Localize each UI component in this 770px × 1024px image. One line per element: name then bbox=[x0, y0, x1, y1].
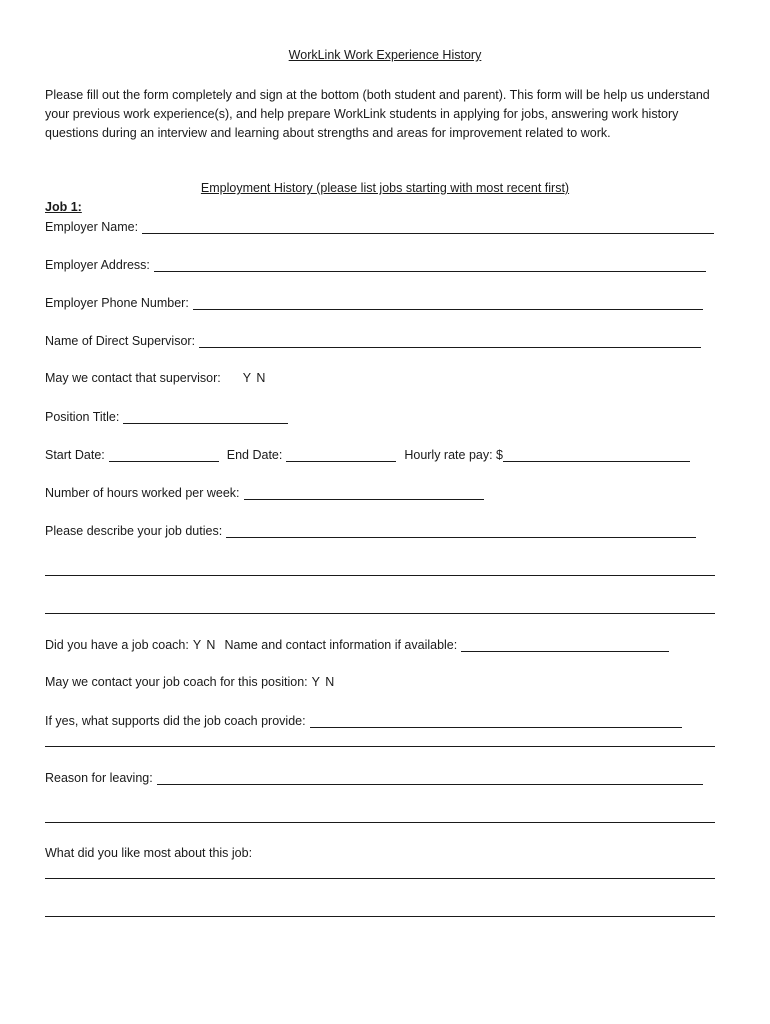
direct-supervisor-row bbox=[45, 333, 701, 348]
contact-supervisor-label: May we contact that supervisor: bbox=[45, 371, 221, 385]
position-title-row bbox=[45, 409, 288, 424]
end-date-field[interactable] bbox=[286, 447, 396, 462]
reason-leaving-field[interactable] bbox=[157, 770, 703, 785]
coach-supports-row bbox=[45, 713, 682, 728]
liked-most-line-1[interactable] bbox=[45, 878, 715, 879]
employment-history-heading: Employment History (please list jobs starting with most recent first) bbox=[200, 181, 570, 195]
hours-per-week-field[interactable] bbox=[244, 485, 484, 500]
employer-name-label: Employer Name: bbox=[45, 220, 139, 234]
contact-job-coach-label: May we contact your job coach for this position: bbox=[45, 675, 308, 689]
job-coach-label: Did you have a job coach: bbox=[45, 638, 189, 652]
employer-phone-label: Employer Phone Number: bbox=[45, 296, 189, 310]
job-duties-field[interactable] bbox=[226, 523, 696, 538]
direct-supervisor-label: Name of Direct Supervisor: bbox=[45, 334, 196, 348]
job-coach-row bbox=[45, 637, 669, 652]
coach-supports-label: If yes, what supports did the job coach provide: bbox=[45, 714, 306, 728]
intro-paragraph: Please fill out the form completely and sign at the bottom (both student and parent). This form will be help us understand your previous work experience(s), and help prepare WorkLink students in applying for jobs, answering work history questions during an interview and learning about strengths and areas for improvement related to work. bbox=[45, 88, 710, 140]
contact-supervisor-yn[interactable]: Y N bbox=[242, 371, 267, 385]
coach-supports-field[interactable] bbox=[310, 713, 682, 728]
hourly-rate-label: Hourly rate pay: $ bbox=[404, 448, 504, 462]
dates-rate-row bbox=[45, 447, 690, 462]
job-coach-contact-field[interactable] bbox=[461, 637, 669, 652]
contact-supervisor-row bbox=[45, 371, 266, 385]
employer-name-field[interactable] bbox=[142, 219, 714, 234]
employer-address-field[interactable] bbox=[154, 257, 706, 272]
job-1-heading: Job 1: bbox=[45, 200, 82, 214]
coach-supports-line-2[interactable] bbox=[45, 746, 715, 747]
reason-leaving-row bbox=[45, 770, 703, 785]
job-duties-label: Please describe your job duties: bbox=[45, 524, 223, 538]
reason-leaving-line-2[interactable] bbox=[45, 822, 715, 823]
form-title: WorkLink Work Experience History bbox=[288, 48, 482, 62]
employer-address-label: Employer Address: bbox=[45, 258, 150, 272]
employer-name-row bbox=[45, 219, 714, 234]
end-date-label: End Date: bbox=[226, 448, 283, 462]
direct-supervisor-field[interactable] bbox=[199, 333, 701, 348]
position-title-field[interactable] bbox=[123, 409, 288, 424]
liked-most-label: What did you like most about this job: bbox=[45, 846, 253, 860]
position-title-label: Position Title: bbox=[45, 410, 120, 424]
job-duties-line-2[interactable] bbox=[45, 575, 715, 576]
liked-most-line-2[interactable] bbox=[45, 916, 715, 917]
employer-phone-field[interactable] bbox=[193, 295, 703, 310]
job-duties-line-3[interactable] bbox=[45, 613, 715, 614]
employer-address-row bbox=[45, 257, 706, 272]
job-coach-contact-label: Name and contact information if available: bbox=[224, 638, 458, 652]
hourly-rate-field[interactable] bbox=[503, 447, 690, 462]
liked-most-row bbox=[45, 846, 252, 860]
reason-leaving-label: Reason for leaving: bbox=[45, 771, 153, 785]
start-date-label: Start Date: bbox=[45, 448, 105, 462]
hours-per-week-row bbox=[45, 485, 484, 500]
hours-per-week-label: Number of hours worked per week: bbox=[45, 486, 240, 500]
job-coach-yn[interactable]: Y N bbox=[192, 638, 217, 652]
employer-phone-row bbox=[45, 295, 703, 310]
start-date-field[interactable] bbox=[109, 447, 219, 462]
contact-job-coach-row bbox=[45, 675, 335, 689]
contact-job-coach-yn[interactable]: Y N bbox=[311, 675, 336, 689]
job-duties-row bbox=[45, 523, 696, 538]
